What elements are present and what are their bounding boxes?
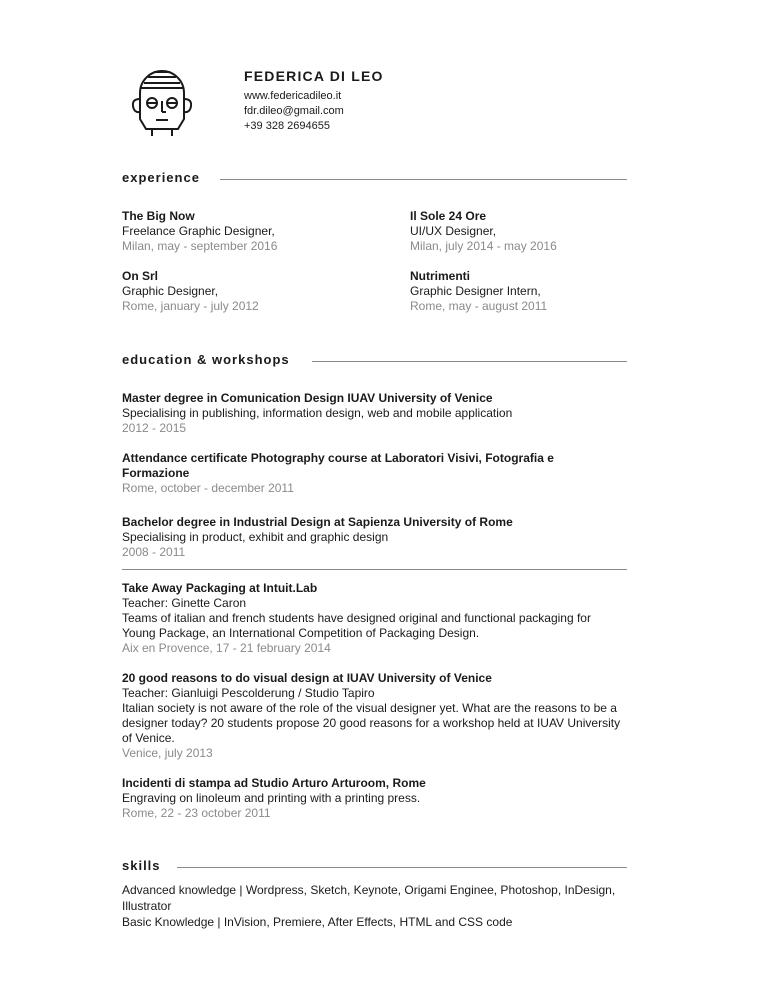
education-item — [122, 515, 627, 560]
education-item — [122, 451, 592, 496]
skills-basic: Basic Knowledge | InVision, Premiere, After Effects, HTML and CSS code — [122, 915, 513, 929]
workshops-divider — [122, 569, 627, 570]
skills-heading: skills — [122, 858, 175, 873]
education-title: Master degree in Comunication Design IUAV University of Venice — [122, 391, 493, 405]
job-role: UI/UX Designer, — [410, 224, 497, 238]
education-item — [122, 391, 627, 436]
avatar-face-icon — [122, 57, 202, 137]
skills-advanced: Advanced knowledge | Wordpress, Sketch, Keynote, Origami Enginee, Photoshop, InDesign, Illustrator — [122, 883, 616, 913]
skills-block — [122, 882, 632, 930]
education-title: Attendance certificate Photography course at Laboratori Visivi, Fotografia e Formazione — [122, 451, 554, 480]
education-date: 2008 - 2011 — [122, 545, 186, 559]
workshop-title: Incidenti di stampa ad Studio Arturo Arturoom, Rome — [122, 776, 426, 790]
experience-divider — [220, 179, 627, 180]
education-desc: Specialising in product, exhibit and graphic design — [122, 530, 389, 544]
workshop-date: Rome, 22 - 23 october 2011 — [122, 806, 271, 820]
job-place-date: Rome, january - july 2012 — [122, 299, 259, 313]
workshop-date: Aix en Provence, 17 - 21 february 2014 — [122, 641, 331, 655]
job-item — [410, 269, 547, 314]
job-role: Graphic Designer Intern, — [410, 284, 541, 298]
contact-block — [244, 89, 344, 134]
experience-heading: experience — [122, 170, 214, 185]
workshop-desc: Italian society is not aware of the role of the visual designer yet. What are the reasons to be a designer today? 20 students propose 20 good reasons for a workshop held at IUAV University of Venice. — [122, 701, 621, 745]
person-name: FEDERICA DI LEO — [244, 68, 384, 84]
job-place-date: Rome, may - august 2011 — [410, 299, 548, 313]
workshop-item — [122, 776, 627, 821]
job-company: Il Sole 24 Ore — [410, 209, 487, 223]
education-date: Rome, october - december 2011 — [122, 481, 294, 495]
workshop-item — [122, 581, 627, 656]
workshop-title: 20 good reasons to do visual design at IUAV University of Venice — [122, 671, 492, 685]
job-role: Graphic Designer, — [122, 284, 219, 298]
job-role: Freelance Graphic Designer, — [122, 224, 275, 238]
education-divider — [312, 361, 627, 362]
education-desc: Specialising in publishing, information design, web and mobile application — [122, 406, 513, 420]
skills-divider — [177, 867, 627, 868]
phone-number: +39 328 2694655 — [244, 120, 330, 132]
job-company: Nutrimenti — [410, 269, 470, 283]
education-heading: education & workshops — [122, 352, 304, 367]
website-link[interactable]: www.federicadileo.it — [244, 90, 342, 102]
workshop-title: Take Away Packaging at Intuit.Lab — [122, 581, 318, 595]
workshop-teacher: Teacher: Gianluigi Pescolderung / Studio Tapiro — [122, 686, 375, 700]
job-place-date: Milan, july 2014 - may 2016 — [410, 239, 557, 253]
job-item — [122, 209, 277, 254]
job-company: The Big Now — [122, 209, 195, 223]
job-place-date: Milan, may - september 2016 — [122, 239, 278, 253]
education-date: 2012 - 2015 — [122, 421, 187, 435]
workshop-desc: Engraving on linoleum and printing with a printing press. — [122, 791, 421, 805]
job-item — [122, 269, 259, 314]
workshop-date: Venice, july 2013 — [122, 746, 213, 760]
email-link[interactable]: fdr.dileo@gmail.com — [244, 105, 344, 117]
job-item — [410, 209, 557, 254]
workshop-desc: Teams of italian and french students have designed original and functional packaging for Young Package, an International Competition of Packaging Design. — [122, 611, 591, 640]
workshop-teacher: Teacher: Ginette Caron — [122, 596, 247, 610]
job-company: On Srl — [122, 269, 159, 283]
workshop-item — [122, 671, 627, 761]
education-title: Bachelor degree in Industrial Design at Sapienza University of Rome — [122, 515, 513, 529]
